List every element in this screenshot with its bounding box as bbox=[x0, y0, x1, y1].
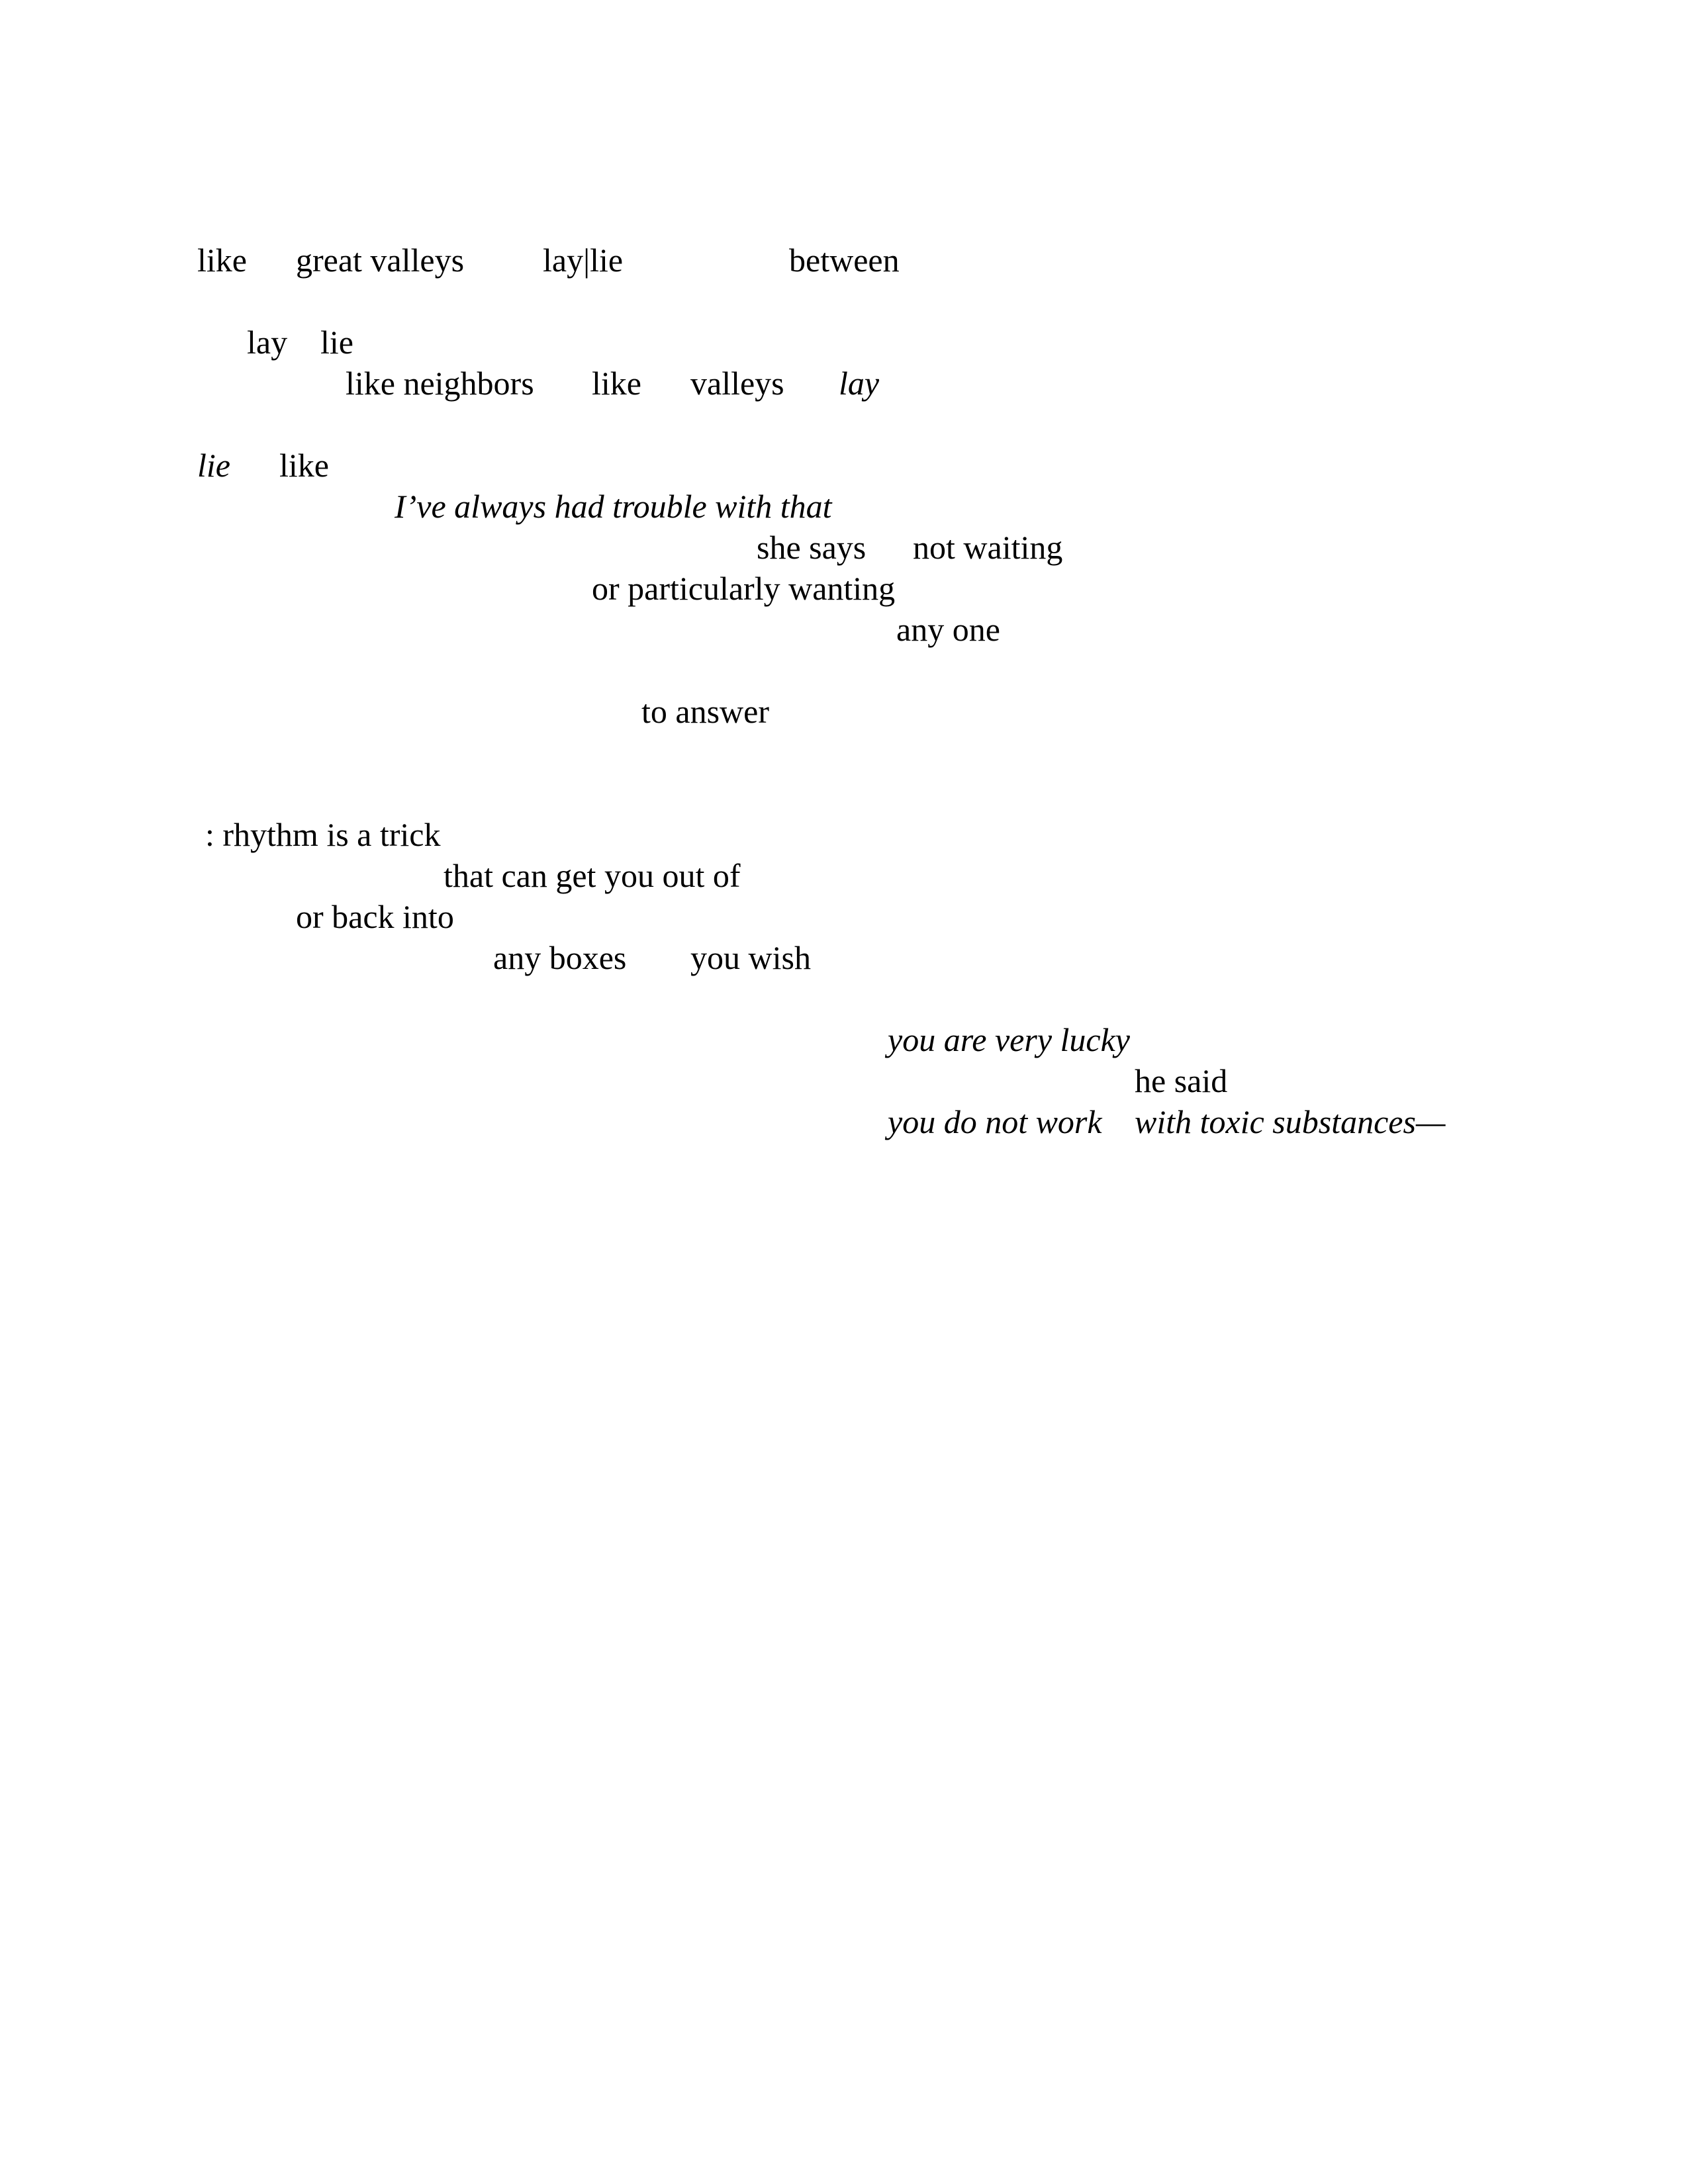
poem-line: that can get you out of bbox=[444, 857, 741, 894]
poem-word: like neighbors bbox=[346, 365, 534, 402]
poem-line: : rhythm is a trick bbox=[205, 816, 441, 853]
poem-word: lay bbox=[247, 324, 288, 361]
poem-word-italic: lie bbox=[197, 447, 230, 484]
poem-line: any one bbox=[896, 611, 1000, 648]
poem-word-italic: you do not work bbox=[888, 1103, 1102, 1140]
poem-word: any boxes bbox=[493, 939, 627, 976]
poem-word: lay|lie bbox=[543, 242, 624, 279]
poem-line: to answer bbox=[641, 693, 769, 730]
poem-word: between bbox=[789, 242, 900, 279]
poem-line-italic: I’ve always had trouble with that bbox=[395, 488, 832, 525]
poem-word: you wish bbox=[690, 939, 811, 976]
poem-word-italic: with toxic substances— bbox=[1135, 1103, 1446, 1140]
poem-word: great valleys bbox=[296, 242, 465, 279]
poem-word: not waiting bbox=[913, 529, 1063, 566]
poem-line: he said bbox=[1135, 1062, 1228, 1099]
poem-word: lie bbox=[320, 324, 353, 361]
poem-line-italic: you are very lucky bbox=[888, 1021, 1130, 1058]
poem-line: or back into bbox=[296, 898, 454, 935]
poem-word: she says bbox=[757, 529, 867, 566]
poem-line: or particularly wanting bbox=[592, 570, 896, 607]
poem-word: valleys bbox=[690, 365, 784, 402]
poem-word: like bbox=[592, 365, 641, 402]
poem-word: like bbox=[279, 447, 329, 484]
poem-word: like bbox=[197, 242, 247, 279]
poem-word-italic: lay bbox=[839, 365, 880, 402]
